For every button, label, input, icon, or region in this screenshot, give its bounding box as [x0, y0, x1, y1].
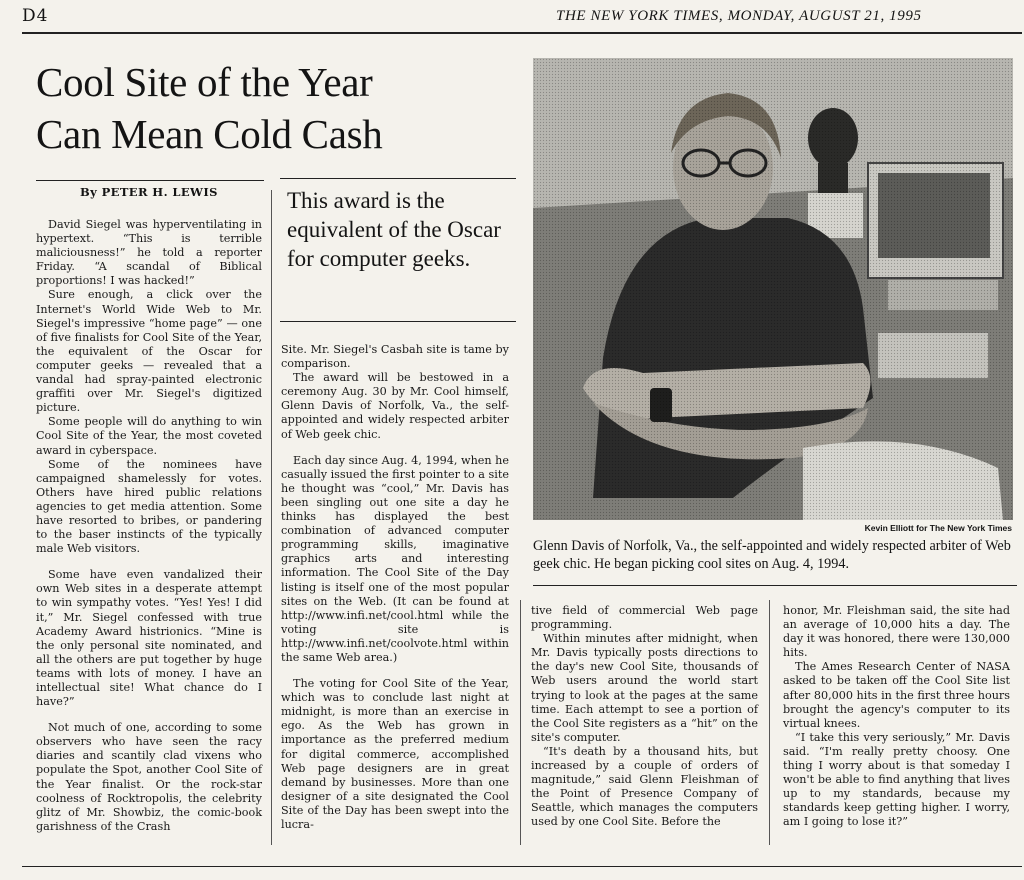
headline-line-2: Can Mean Cold Cash — [36, 111, 383, 157]
column-divider — [520, 600, 521, 845]
paragraph: David Siegel was hyperventilating in hypertext. “This is terrible maliciousness!” he told a reporter Friday. “A scandal of Biblical proportions! I was hacked!” — [36, 218, 262, 288]
pullquote-top-rule — [280, 178, 516, 179]
article-column-3 — [531, 604, 758, 830]
dateline: THE NEW YORK TIMES, MONDAY, AUGUST 21, 1995 — [556, 8, 922, 24]
byline-rule-left — [36, 180, 264, 181]
photo-caption: Glenn Davis of Norfolk, Va., the self-appointed and widely respected arbiter of Web geek chic. He began picking cool sites on Aug. 4, 1994. — [533, 538, 1011, 572]
article-column-4 — [783, 604, 1010, 830]
photo-glenn-davis — [533, 58, 1013, 520]
paragraph: Some of the nominees have campaigned shamelessly for votes. Others have hired public relations agencies to get media attention. Some have resorted to bribes, or pandering to the baser instincts of the typically male Web visitors. — [36, 457, 262, 556]
paragraph: Some have even vandalized their own Web sites in a desperate attempt to win sympathy votes. “Yes! Yes! I did it,” Mr. Siegel confessed with true Academy Award histrionics. “Mine is the only personal site nominated, and all the others are put together by huge teams with lots of money. I have an intellectual site! What chance do I have?” — [36, 568, 262, 709]
pullquote-bottom-rule — [280, 321, 516, 322]
paragraph: The award will be bestowed in a ceremony Aug. 30 by Mr. Cool himself, Glenn Davis of Norfolk, Va., the self-appointed and widely respected arbiter of Web geek chic. — [281, 371, 509, 441]
paragraph: tive field of commercial Web page programming. — [531, 604, 758, 632]
pullquote: This award is the equivalent of the Oscar for computer geeks. — [287, 188, 501, 271]
byline: By PETER H. LEWIS — [80, 185, 218, 199]
paragraph: Site. Mr. Siegel's Casbah site is tame by comparison. — [281, 343, 509, 371]
paragraph: The Ames Research Center of NASA asked to be taken off the Cool Site list after 80,000 hits in the first three hours brought the agency's computer to its virtual knees. — [783, 660, 1011, 730]
header-rule — [22, 32, 1022, 34]
paragraph: Sure enough, a click over the Internet's World Wide Web to Mr. Siegel's impressive “home page” — one of five finalists for Cool Site of the Year, the equivalent of the Oscar for computer geeks — revealed that a vandal had spray-painted electronic graffiti over Mr. Siegel's digitized picture. — [36, 288, 262, 415]
article-column-1 — [36, 218, 262, 834]
page-number: D4 — [22, 6, 49, 26]
paragraph: “It's death by a thousand hits, but increased by a couple of orders of magnitude,” said Glenn Fleishman of the Point of Presence Company of Seattle, which manages the computers used by one Cool Site. Before the — [531, 744, 758, 829]
paragraph: Each day since Aug. 4, 1994, when he casually issued the first pointer to a site he thought was “cool,” Mr. Davis has been singling out one site a day he thinks has displayed the best combination of advanced computer programming skills, imaginative graphics arts and interesting information. The Cool Site of the Day listing is itself one of the most popular sites on the Web. (It can be found at http://www.infi.net/cool.html while the voting site is http://www.infi.net/coolvote.html within the same Web area.) — [281, 453, 509, 664]
column-divider — [769, 600, 770, 845]
photo-credit: Kevin Elliott for The New York Times — [864, 523, 1012, 533]
paragraph: honor, Mr. Fleishman said, the site had an average of 10,000 hits a day. The day it was honored, there were 130,000 hits. — [783, 604, 1010, 660]
paragraph: The voting for Cool Site of the Year, which was to conclude last night at midnight, is more than an exercise in ego. As the Web has grown in importance as the preferred medium for digital commerce, accomplished Web page designers are in great demand by businesses. More than one designer of a site designated the Cool Site of the Day has been swept into the lucra- — [281, 677, 509, 831]
headline-line-1: Cool Site of the Year — [36, 59, 373, 105]
caption-rule — [533, 585, 1017, 586]
paragraph: “I take this very seriously,” Mr. Davis said. “I'm really pretty choosy. One thing I worry about is that someday I won't be able to find anything that lives up to my standards, because my standards keep getting higher. I worry, am I going to lose it?” — [783, 730, 1010, 829]
article-column-2 — [281, 343, 509, 832]
paragraph: Not much of one, according to some observers who have seen the racy diaries and scantily clad vixens who populate the Spot, another Cool Site of the Year finalist. Or the rock-star coolness of Rocktropolis, the celebrity glitz of Mr. Showbiz, the comic-book garishness of the Crash — [36, 721, 262, 833]
footer-rule — [22, 866, 1022, 867]
paragraph: Within minutes after midnight, when Mr. Davis typically posts directions to the day's new Cool Site, thousands of Web users around the world start trying to look at the pages at the same time. Each attempt to see a portion of the Cool Site registers as a “hit” on the site's computer. — [531, 632, 758, 744]
headline — [36, 56, 526, 160]
column-divider — [271, 190, 272, 845]
photo-illustration — [533, 58, 1013, 520]
paragraph: Some people will do anything to win Cool Site of the Year, the most coveted award in cyberspace. — [36, 415, 262, 457]
